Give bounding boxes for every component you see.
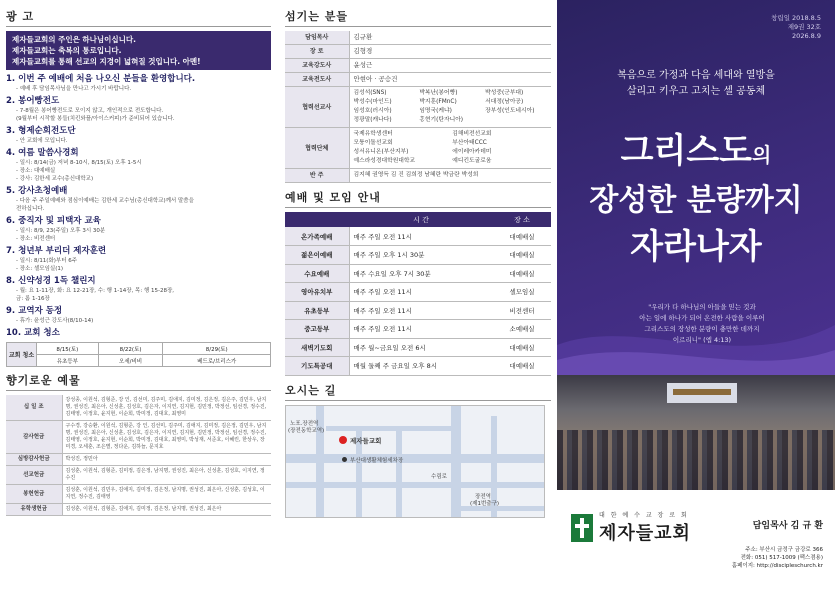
missionary-name: 홍현기(탄자니아) <box>419 117 464 123</box>
church-name: 제자들교회 <box>599 523 691 544</box>
missionary-name: 박성중(군부대) <box>485 90 524 96</box>
missionary-name: 박성수(마인드) <box>353 99 392 105</box>
worship-place: 대예배실 <box>493 357 551 376</box>
notice-heading: 2. 봉어빵전도 <box>6 96 60 106</box>
notice-detail: 전하십니다. <box>16 206 45 212</box>
staff-row <box>285 31 551 45</box>
offering-row <box>6 454 271 466</box>
staff-name: 김규환 <box>349 31 551 45</box>
worship-name: 젊은이예배 <box>285 246 349 265</box>
worship-row <box>285 227 551 246</box>
worship-place: 비전센터 <box>493 301 551 320</box>
notice-detail: - 장소: 비전센터 <box>16 236 56 242</box>
worship-name: 중고등부 <box>285 320 349 339</box>
notice-heading: 8. 신약성경 1독 챌린지 <box>6 276 96 286</box>
notice-heading: 3. 형제순회전도단 <box>6 126 76 136</box>
org-list <box>354 130 548 166</box>
map-station-sub: (장전동학교역) <box>288 427 325 434</box>
map-mart-label: 부산대생활체험세차장 <box>350 457 404 464</box>
worship-head-time: 시 간 <box>349 212 493 227</box>
missionary-name: 정광말(캐나다) <box>353 117 392 123</box>
map-road <box>286 454 545 463</box>
homepage-link[interactable]: 홈페이지: http://discipleschurch.kr <box>731 563 823 569</box>
staff-name: 안현아 · 공승건 <box>349 73 551 87</box>
verse-line: "우리가 다 하나님의 아들을 믿는 것과 <box>648 303 756 311</box>
staff-row <box>285 73 551 87</box>
map-station-label: 노포.장전역 <box>290 420 319 427</box>
worship-time: 매주 주일 오후 1시 30분 <box>349 246 493 265</box>
issue-date: 2026.8.9 <box>792 32 821 40</box>
cover-title <box>557 128 835 270</box>
notice-heading: 9. 교역자 동정 <box>6 306 63 316</box>
offering-row <box>6 485 271 504</box>
notice-heading: 7. 청년부 부리더 제자훈련 <box>6 246 107 256</box>
org-name: 에이레아카데미 <box>452 149 492 155</box>
cleaning-team: 베드로/브리스가 <box>163 355 271 367</box>
cross-logo-icon <box>571 514 593 542</box>
founding-date: 창립일 2018.8.5 <box>771 14 821 22</box>
worship-place: 대예배실 <box>493 338 551 357</box>
org-name: 예디킨도굴로움 <box>452 158 492 164</box>
org-name: 부산아태CCC <box>452 140 487 146</box>
notices-title: 광 고 <box>6 8 271 27</box>
worship-name: 유초등부 <box>285 301 349 320</box>
offering-names: 김성훈, 이원석, 김형준, 김미정, 김은정, 남지명, 권성진, 최은아, 신성훈, 김성호, 이지연, 정수진 <box>62 466 271 485</box>
org-name: 김해비전선교회 <box>452 131 492 137</box>
verse-line: 이르리니" (엡 4:13) <box>672 336 732 344</box>
notice-detail: (9월부터 시작할 봉들(치킨와플/아이스커피)가 준비되어 있습니다. <box>16 116 175 122</box>
missionary-name: 박복난(봉어빵) <box>419 90 458 96</box>
staff-role: 담임목사 <box>285 31 349 45</box>
staff-role: 교육강도사 <box>285 59 349 73</box>
offering-label: 봉헌헌금 <box>6 485 62 504</box>
offering-title: 향기로운 예물 <box>6 372 271 391</box>
cleaning-label: 교회 청소 <box>7 343 37 367</box>
worship-title: 예배 및 모임 안내 <box>285 189 551 208</box>
missionary-name: 박지훈(FMnC) <box>419 99 457 105</box>
worship-place: 셀모임실 <box>493 283 551 302</box>
verse-line: 아는 일에 하나가 되어 온전한 사람을 이루어 <box>639 314 765 322</box>
offering-label: 유학생헌금 <box>6 504 62 516</box>
worship-time: 매주 월~금요일 오전 6시 <box>349 338 493 357</box>
notice-detail: - 일시: 8/11(화)부터 6주 <box>16 258 78 264</box>
title-line-1: 그리스도 <box>620 131 753 171</box>
map-road <box>286 482 545 488</box>
directions-title: 오시는 길 <box>285 382 551 401</box>
worship-place: 대예배실 <box>493 227 551 246</box>
cleaning-date: 8/15(토) <box>37 343 99 355</box>
notice-item <box>6 216 271 243</box>
notice-item <box>6 74 271 93</box>
notice-detail: - 다음 주 주일예배와 점심이예배는 김한세 교수님(총신대학교)께서 말씀을 <box>16 198 194 204</box>
notice-list <box>6 74 271 339</box>
staff-role: 장 로 <box>285 45 349 59</box>
worship-head-blank <box>285 212 349 227</box>
title-line-1-suffix: 의 <box>752 143 772 167</box>
staff-role: 교육전도사 <box>285 73 349 87</box>
worship-place: 대예배실 <box>493 246 551 265</box>
notice-heading: 4. 여름 말씀사경회 <box>6 148 79 158</box>
mission-banner <box>6 31 271 70</box>
address: 주소: 부산시 금정구 금강로 366 <box>745 547 823 553</box>
issue-meta <box>771 14 821 41</box>
tagline <box>557 68 835 100</box>
missionary-list <box>354 89 548 125</box>
notice-detail: - 일시: 8/9, 23(주일) 오후 3시 30분 <box>16 228 106 234</box>
offering-row <box>6 504 271 516</box>
notice-detail: - 휴가: 윤성근 강도사(8/10-14) <box>16 318 94 324</box>
org-name: 예스라성경대학원대학교 <box>353 158 416 164</box>
worship-time: 매주 주일 오전 11시 <box>349 301 493 320</box>
servers-title: 섬기는 분들 <box>285 8 551 27</box>
missionary-name: 김성석(SNS) <box>353 90 387 96</box>
worship-time: 매주 주일 오전 11시 <box>349 283 493 302</box>
staff-row <box>285 45 551 59</box>
congregation-photo <box>557 375 835 490</box>
missionary-name: 서대정(남아공) <box>485 99 524 105</box>
map-landmark-label: 수림로 <box>431 473 447 480</box>
worship-name: 온가족예배 <box>285 227 349 246</box>
offering-row <box>6 421 271 454</box>
worship-row <box>285 320 551 339</box>
map-church-label: 제자들교회 <box>350 436 382 445</box>
worship-place: 소예배실 <box>493 320 551 339</box>
staff-name: 김형경 <box>349 45 551 59</box>
cleaning-team: 오세/비비 <box>98 355 163 367</box>
tagline-line: 복음으로 가정과 다음 세대와 열방을 <box>617 70 775 81</box>
worship-row <box>285 338 551 357</box>
volume-number: 제9권 32호 <box>787 23 821 31</box>
map-marker-icon <box>342 457 347 462</box>
banner-line: 제자들교회를 통해 선교의 지경이 넓혀질 것입니다. 아멘! <box>12 57 201 66</box>
worship-name: 영아유치부 <box>285 283 349 302</box>
banju-label: 반 주 <box>285 169 349 183</box>
staff-name: 윤성근 <box>349 59 551 73</box>
offering-names: 구수경, 강승환, 이원석, 김형준, 강 인, 김선미, 김주미, 김애지, 김미정, 김은정, 김민우, 남지명, 권성진, 최은아, 신성훈, 김성호, 김은자, 이지연, 김지현, 김민정, 박정선, 임선경, 정수진, 김태영, 이정호, 윤지현, 이순희, 박미정, 김대호, 최영미, 박성재, 서준호, 이혜린, 한상우, 장미경, 오세훈, 조은별, 정다운, 김하늘, 문지호 <box>62 421 271 454</box>
staff-table <box>285 31 551 183</box>
offering-names: 박성진, 정민아 <box>62 454 271 466</box>
map-road <box>451 406 461 518</box>
church-pin-icon <box>339 436 347 444</box>
banju-names: 김지혜 권영득 김 진 김희정 남혜란 박금란 박성희 <box>349 169 551 183</box>
map-station2-sub: (제1번출구) <box>470 500 500 507</box>
congregation <box>557 430 835 490</box>
title-line-3: 자라나자 <box>630 227 762 267</box>
banner-line: 제자들교회의 주인은 하나님이십니다. <box>12 35 136 44</box>
org-name: 국제유학생센터 <box>353 131 393 137</box>
banner-line: 제자들교회는 축복의 통로입니다. <box>12 46 122 55</box>
map-station2-label: 장전역 <box>475 493 491 500</box>
cleaning-date: 8/22(토) <box>98 343 163 355</box>
worship-name: 기도특공대 <box>285 357 349 376</box>
cleaning-date: 8/29(토) <box>163 343 271 355</box>
offering-label: 심방감사헌금 <box>6 454 62 466</box>
worship-row <box>285 246 551 265</box>
panel-cover <box>557 0 835 590</box>
missionary-name: 임명국(케냐) <box>419 108 452 114</box>
worship-time: 매주 주일 오전 11시 <box>349 227 493 246</box>
worship-time: 매주 주일 오전 11시 <box>349 320 493 339</box>
worship-row <box>285 357 551 376</box>
notice-item <box>6 186 271 213</box>
notice-detail: - 장소: 대예배실 <box>16 168 56 174</box>
verse-line: 그리스도의 장성한 분량이 충만한 데까지 <box>644 325 760 333</box>
missionaries-label: 협력선교사 <box>285 87 349 128</box>
orgs-label: 협력단체 <box>285 128 349 169</box>
church-logo <box>571 510 691 545</box>
notice-heading: 1. 이번 주 예배에 처음 나오신 분들을 환영합니다. <box>6 74 196 84</box>
worship-table <box>285 212 551 376</box>
org-name: 모퉁이돌선교회 <box>353 140 393 146</box>
notice-heading: 10. 교회 청소 <box>6 328 60 338</box>
worship-head-place: 장 소 <box>493 212 551 227</box>
panel-info <box>279 0 555 590</box>
offering-names: 강성종, 이원석, 김형준, 강 인, 김선미, 김주미, 김애지, 김미정, 김은정, 김은주, 김민우, 남지명, 권성진, 최은아, 신성훈, 김성호, 김은자, 이지연, 김지현, 김민정, 박정선, 임선경, 정수진, 김태영, 이정호, 윤지현, 이순희, 박미정, 김대호, 최영미 <box>62 395 271 421</box>
notice-detail: 금: 롬 1-16장 <box>16 296 50 302</box>
scripture-verse <box>587 302 817 346</box>
offering-label: 선교헌금 <box>6 466 62 485</box>
offering-row <box>6 395 271 421</box>
contact-info <box>732 546 823 570</box>
directions-map <box>285 405 545 518</box>
tagline-line: 살리고 키우고 고치는 셀 공동체 <box>626 86 766 97</box>
offering-row <box>6 466 271 485</box>
notice-detail: - 강사: 김한세 교수(총신대학교) <box>16 176 94 182</box>
worship-row <box>285 301 551 320</box>
worship-time: 매월 둘째 주 금요일 오후 8시 <box>349 357 493 376</box>
worship-name: 새벽기도회 <box>285 338 349 357</box>
offering-label: 감사헌금 <box>6 421 62 454</box>
notice-item <box>6 148 271 183</box>
offering-table <box>6 395 271 516</box>
denomination: 대 한 예 수 교 장 로 회 <box>599 512 689 519</box>
notice-heading: 5. 강사초청예배 <box>6 186 68 196</box>
worship-time: 매주 수요일 오후 7시 30분 <box>349 264 493 283</box>
notice-detail: - 장소: 셀모임실(1) <box>16 266 64 272</box>
staff-row <box>285 59 551 73</box>
map-road <box>396 426 402 518</box>
phone: 전화: 051) 517-1009 (팩스겸용) <box>740 555 823 561</box>
notice-item <box>6 246 271 273</box>
missionary-name <box>485 116 547 125</box>
worship-row <box>285 264 551 283</box>
org-name: 성서유니온(부산지부) <box>353 149 409 155</box>
missionary-name: 장부성(인도네시아) <box>485 108 535 114</box>
notice-item <box>6 96 271 123</box>
title-line-2: 장성한 분량까지 <box>589 183 803 218</box>
pastor-name: 담임목사 김 규 환 <box>752 521 823 531</box>
cleaning-table <box>6 342 271 367</box>
worship-row <box>285 283 551 302</box>
notice-detail: - 일시: 8/14(금) 저녁 8-10시, 8/15(토) 오후 1-5시 <box>16 160 142 166</box>
notice-detail: - 월: 요 1-11장, 화: 요 12-21장, 수: 행 1-14장, 목: 행 15-28장, <box>16 288 175 294</box>
notice-detail: - 7-8월은 봉어빵전도로 모이지 않고, 개인적으로 전도합니다. <box>16 108 164 114</box>
offering-label: 십 일 조 <box>6 395 62 421</box>
panel-notices <box>0 0 277 590</box>
notice-detail: - 예배 후 담임목사님을 만나고 가시기 바랍니다. <box>16 86 132 92</box>
offering-names: 김성훈, 이원석, 김형준, 김애지, 김미정, 김은정, 남지명, 권성진, 최은아 <box>62 504 271 516</box>
notice-heading: 6. 중직자 및 피택자 교육 <box>6 216 101 226</box>
worship-place: 대예배실 <box>493 264 551 283</box>
notice-item <box>6 306 271 325</box>
stage-screen <box>667 383 737 403</box>
notice-detail: - 안 교회에 모입니다. <box>16 138 68 144</box>
cleaning-team: 유초등부 <box>37 355 99 367</box>
notice-item <box>6 328 271 339</box>
notice-item <box>6 126 271 145</box>
worship-name: 수요예배 <box>285 264 349 283</box>
notice-item <box>6 276 271 303</box>
map-road <box>326 426 456 431</box>
offering-names: 김성훈, 이원석, 김민우, 김애지, 김미정, 김은정, 남지명, 권성진, 최은아, 신성훈, 김성호, 이지연, 정수진, 김태영 <box>62 485 271 504</box>
missionary-name: 임성호(러시아) <box>353 108 392 114</box>
